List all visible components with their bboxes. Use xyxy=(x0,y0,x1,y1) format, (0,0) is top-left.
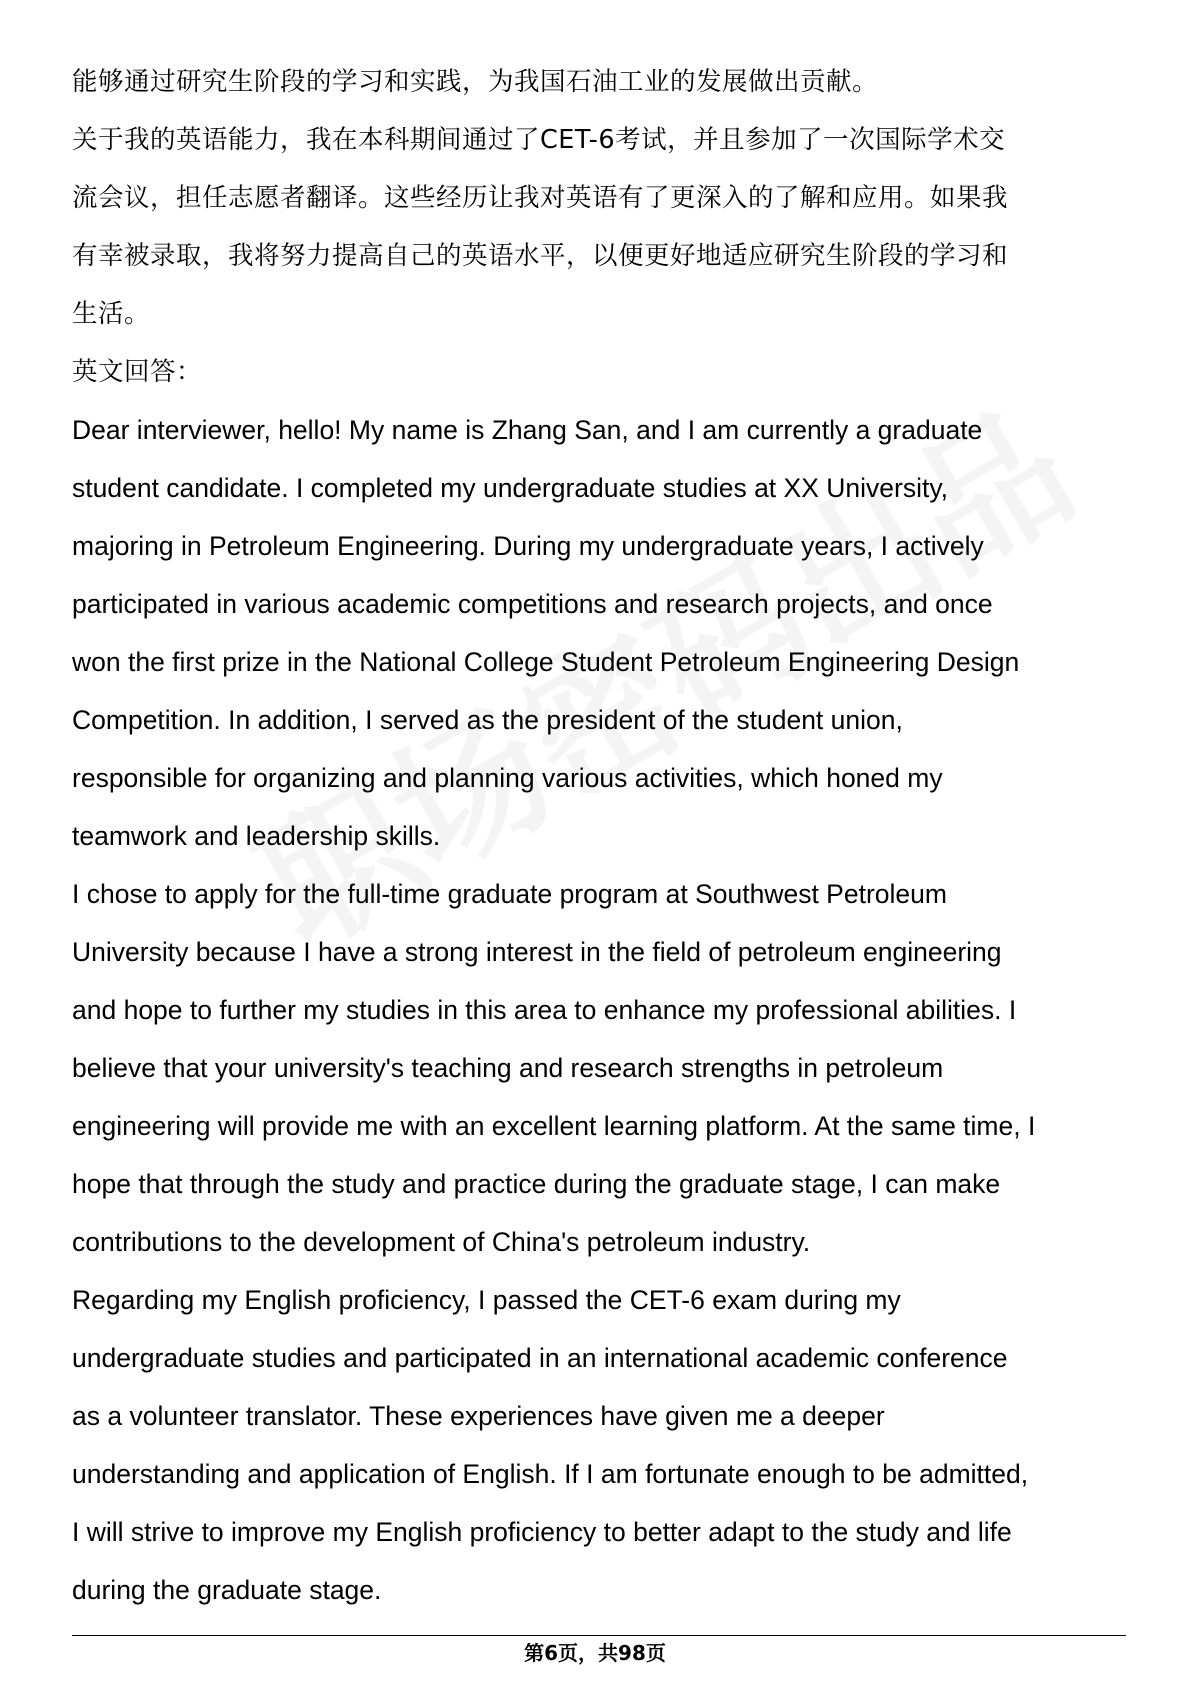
text-line: 生活。 xyxy=(72,299,151,329)
text-line: engineering will provide me with an excellent learning platform. At the same time, I xyxy=(72,1111,1036,1141)
text-line: 流会议，担任志愿者翻译。这些经历让我对英语有了更深入的了解和应用。如果我 xyxy=(72,183,1009,213)
text-line: 关于我的英语能力，我在本科期间通过了CET-6考试，并且参加了一次国际学术交 xyxy=(72,125,1006,155)
text-line: student candidate. I completed my undergraduate studies at XX University, xyxy=(72,473,948,503)
text-line: Dear interviewer, hello! My name is Zhang San, and I am currently a graduate xyxy=(72,415,983,445)
text-line: I chose to apply for the full-time graduate program at Southwest Petroleum xyxy=(72,879,947,909)
footer-divider xyxy=(72,1635,1126,1636)
text-line: contributions to the development of China's petroleum industry. xyxy=(72,1227,811,1257)
text-line: participated in various academic competitions and research projects, and once xyxy=(72,589,993,619)
text-line: 能够通过研究生阶段的学习和实践，为我国石油工业的发展做出贡献。 xyxy=(72,67,879,97)
text-line: won the first prize in the National College Student Petroleum Engineering Design xyxy=(72,647,1020,677)
text-line: 有幸被录取，我将努力提高自己的英语水平，以便更好地适应研究生阶段的学习和 xyxy=(72,241,1009,271)
text-line: understanding and application of English. If I am fortunate enough to be admitted, xyxy=(72,1459,1029,1489)
text-line: I will strive to improve my English proficiency to better adapt to the study and life xyxy=(72,1517,1012,1547)
text-line: Competition. In addition, I served as the president of the student union, xyxy=(72,705,903,735)
body-text xyxy=(72,53,1132,1619)
text-line: University because I have a strong interest in the field of petroleum engineering xyxy=(72,937,1002,967)
text-line: teamwork and leadership skills. xyxy=(72,821,441,851)
text-line: believe that your university's teaching and research strengths in petroleum xyxy=(72,1053,944,1083)
text-line: majoring in Petroleum Engineering. During my undergraduate years, I actively xyxy=(72,531,984,561)
text-line: as a volunteer translator. These experiences have given me a deeper xyxy=(72,1401,885,1431)
text-line: Regarding my English proficiency, I passed the CET-6 exam during my xyxy=(72,1285,901,1315)
text-line: hope that through the study and practice during the graduate stage, I can make xyxy=(72,1169,1001,1199)
text-line: and hope to further my studies in this area to enhance my professional abilities. I xyxy=(72,995,1017,1025)
text-line: during the graduate stage. xyxy=(72,1575,382,1605)
text-line: responsible for organizing and planning various activities, which honed my xyxy=(72,763,943,793)
page-number: 第6页，共98页 xyxy=(524,1641,666,1665)
text-line: undergraduate studies and participated in an international academic conference xyxy=(72,1343,1008,1373)
section-heading-english-answer: 英文回答： xyxy=(72,357,203,387)
